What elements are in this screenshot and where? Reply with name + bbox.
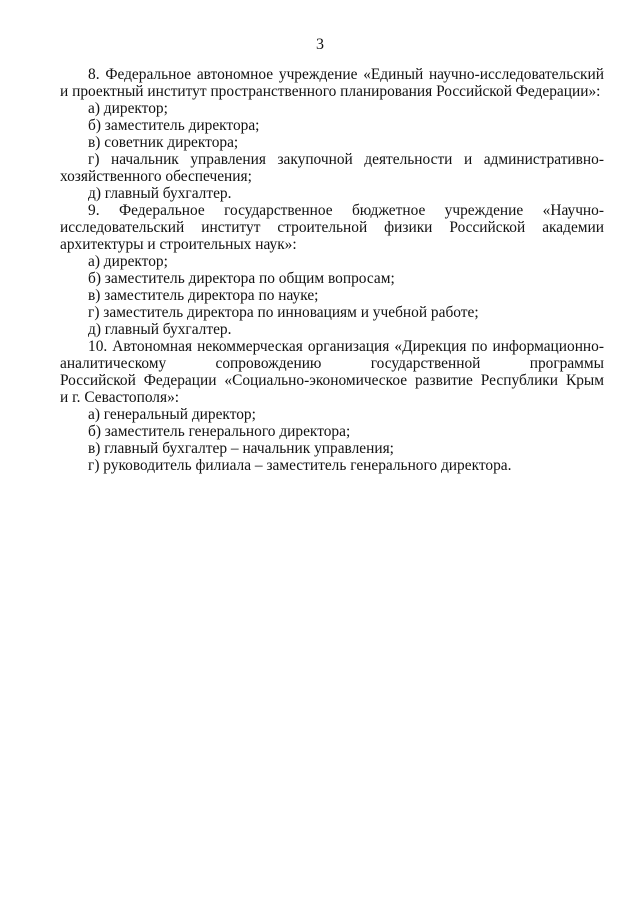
section-10 (60, 338, 604, 474)
section-8-heading-line-1: 8. Федеральное автономное учреждение «Единый научно-исследовательский (88, 66, 604, 83)
list-item: а) генеральный директор; (88, 406, 256, 423)
list-item: г) заместитель директора по инновациям и учебной работе; (88, 304, 479, 321)
list-item: д) главный бухгалтер. (88, 321, 232, 338)
section-9-heading-line-2: исследовательский институт строительной физики Российской академии (60, 219, 604, 236)
document-body (60, 66, 604, 474)
section-8 (60, 66, 604, 202)
list-item: а) директор; (88, 253, 168, 270)
section-9 (60, 202, 604, 338)
section-8-heading-line-2: и проектный институт пространственного планирования Российской Федерации»: (60, 83, 601, 100)
list-item: а) директор; (88, 100, 168, 117)
section-9-heading-line-3: архитектуры и строительных наук»: (60, 236, 297, 253)
section-10-heading-line-2: аналитическому сопровождению государственной программы (60, 355, 604, 372)
list-item: б) заместитель генерального директора; (88, 423, 351, 440)
section-10-heading-line-1: 10. Автономная некоммерческая организация «Дирекция по информационно- (88, 338, 604, 355)
section-10-heading-line-3: Российской Федерации «Социально-экономическое развитие Республики Крым (60, 372, 604, 389)
list-item: д) главный бухгалтер. (88, 185, 232, 202)
list-item: в) главный бухгалтер – начальник управления; (88, 440, 394, 457)
list-item: г) руководитель филиала – заместитель генерального директора. (88, 457, 512, 474)
page-number: 3 (316, 36, 324, 53)
list-item: б) заместитель директора; (88, 117, 260, 134)
list-item: в) заместитель директора по науке; (88, 287, 319, 304)
list-item-wrapped-line-2: хозяйственного обеспечения; (60, 168, 252, 185)
list-item: в) советник директора; (88, 134, 239, 151)
list-item-wrapped-line-1: г) начальник управления закупочной деятельности и административно- (88, 151, 604, 168)
list-item: б) заместитель директора по общим вопросам; (88, 270, 395, 287)
section-10-heading-line-4: и г. Севастополя»: (60, 389, 180, 406)
section-9-heading-line-1: 9. Федеральное государственное бюджетное учреждение «Научно- (88, 202, 604, 219)
